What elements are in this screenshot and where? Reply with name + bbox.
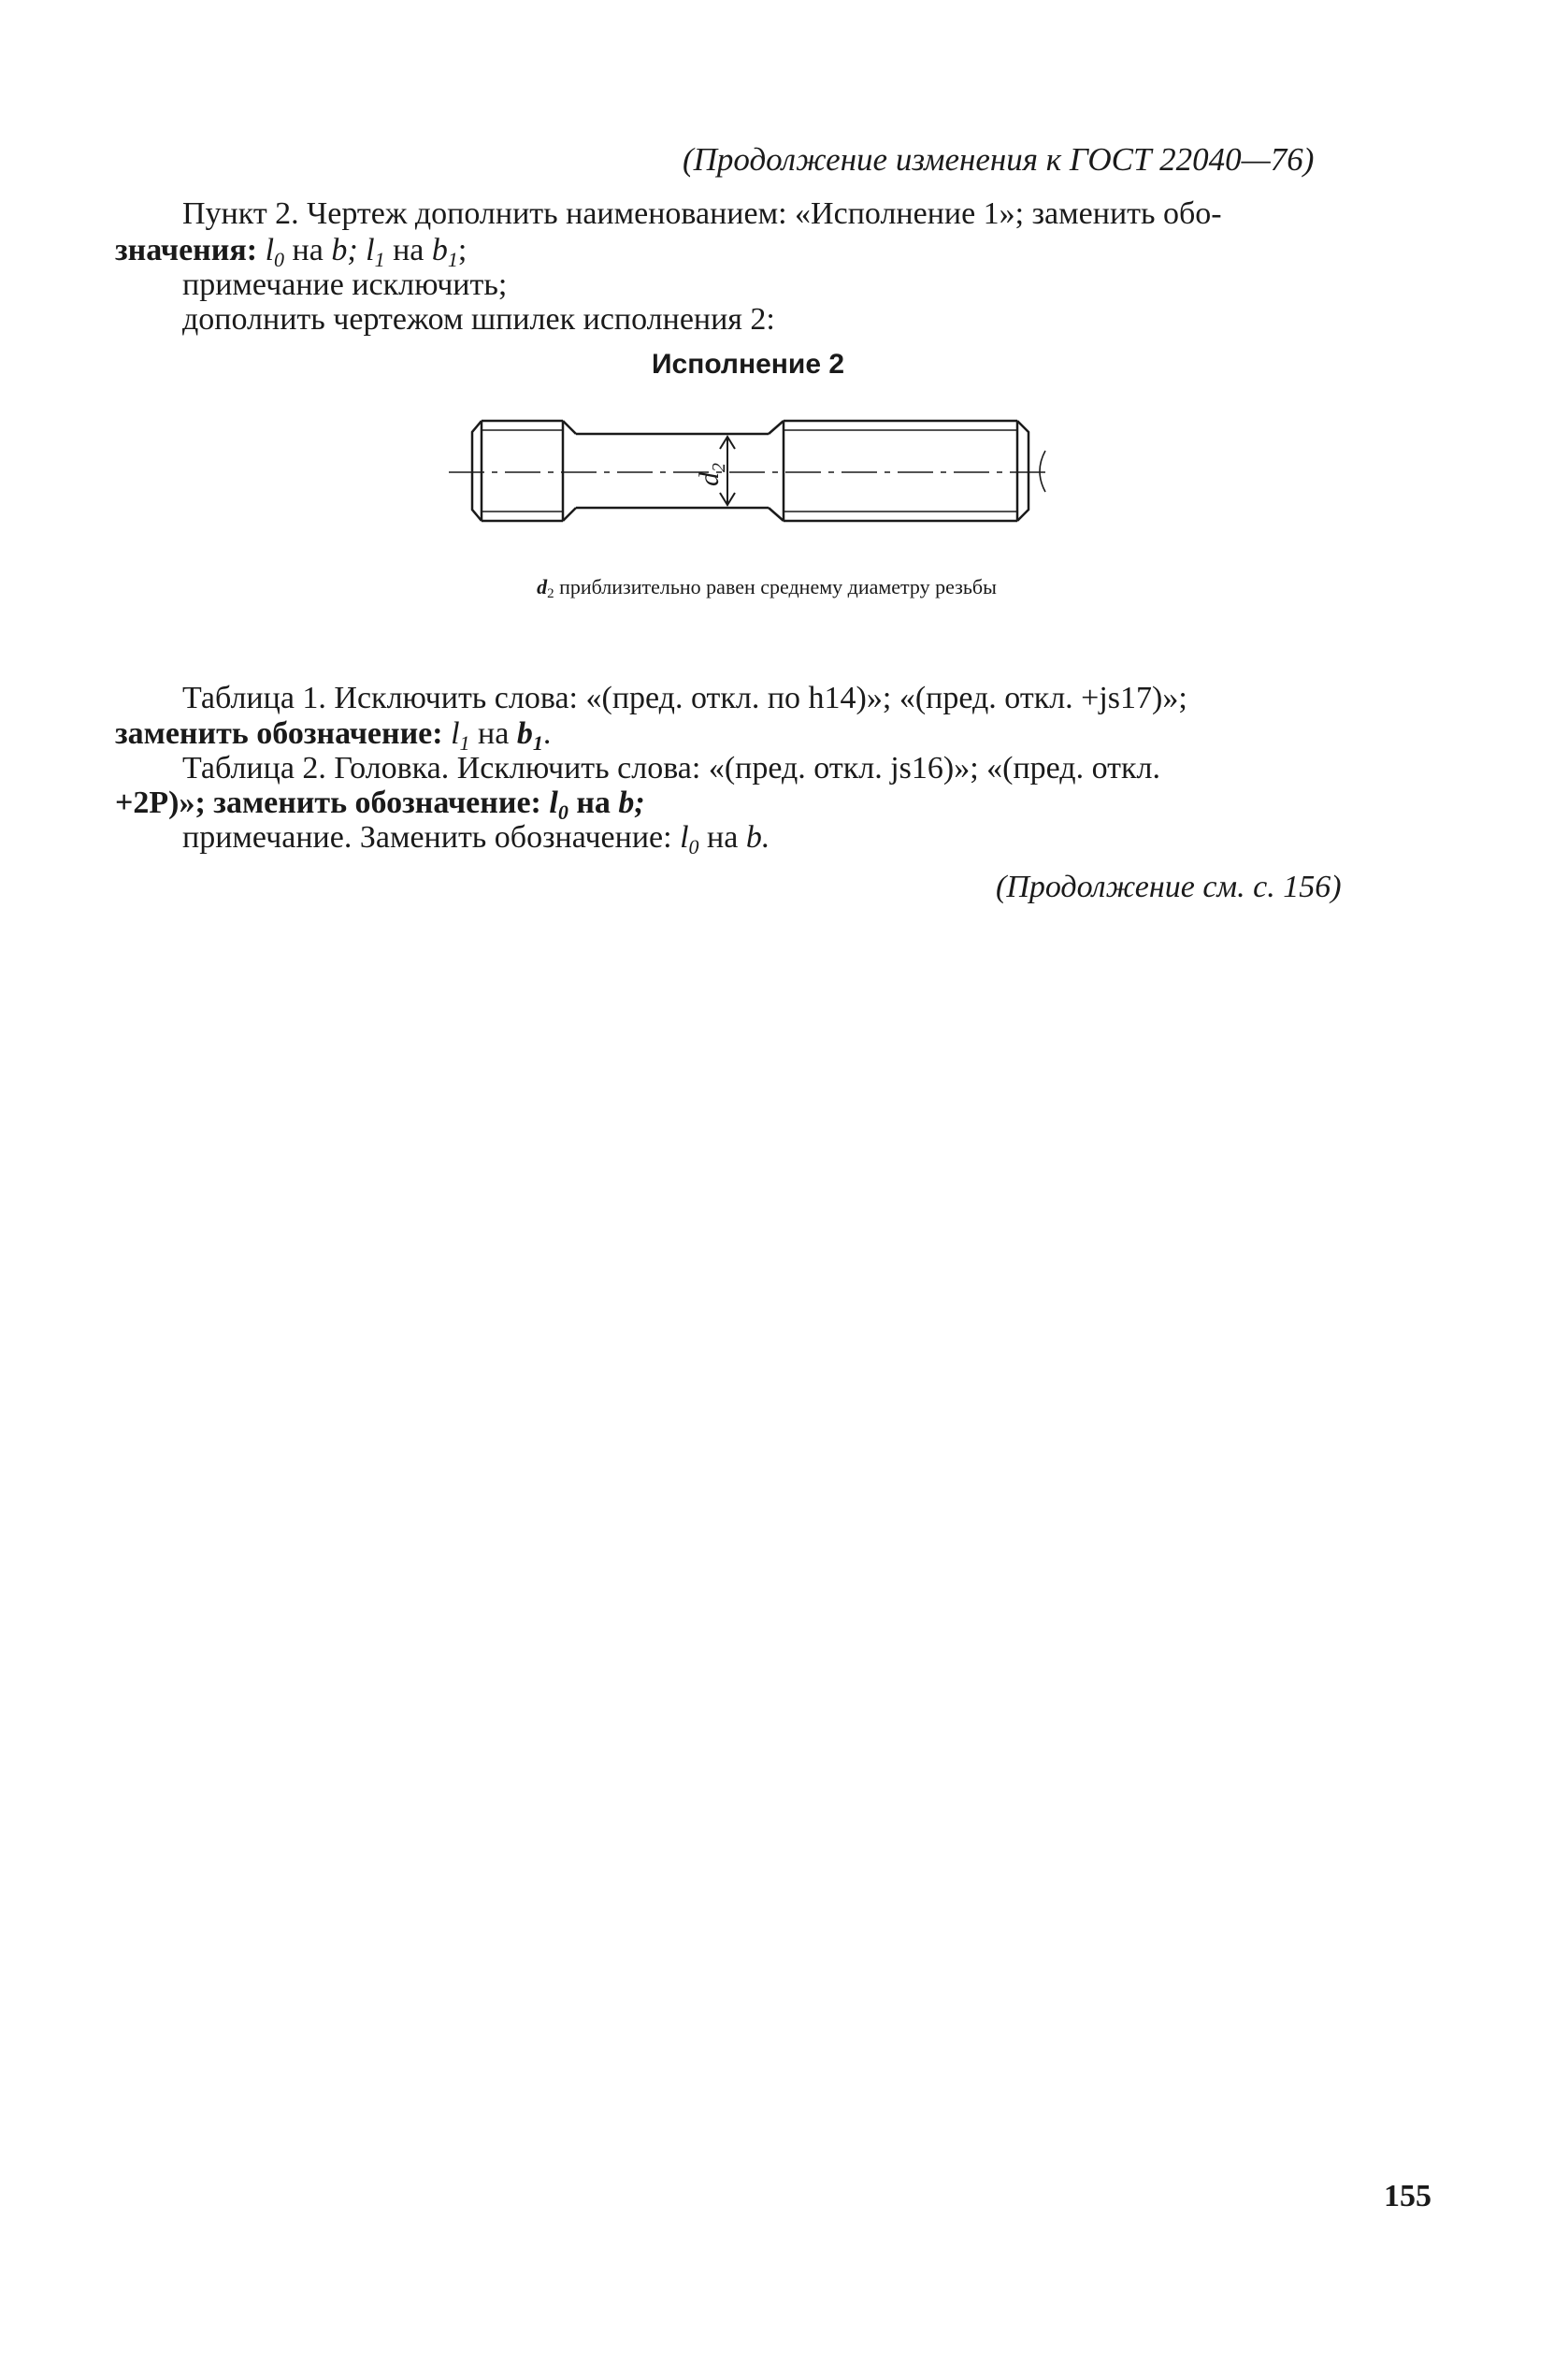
symbol-l0: $l_0$ — [680, 820, 699, 858]
para1-line1: Пункт 2. Чертеж дополнить наименованием: «Исполнение 1»; заменить обо- — [182, 196, 1222, 231]
word-na: на — [393, 233, 424, 267]
symbol-b: b; — [331, 233, 358, 267]
continuation-header: (Продолжение изменения к ГОСТ 22040—76) — [683, 141, 1315, 178]
symbol-l1: $l_1$ — [366, 233, 385, 271]
figure-title: Исполнение 2 — [651, 349, 845, 380]
para2-line2: заменить обозначение: $l_1$ на $b_1$. — [115, 716, 552, 755]
para2-line4: +2P)»; заменить обозначение: $l_0$ на b; — [115, 786, 645, 824]
right-chamfer — [1017, 421, 1029, 521]
dimension-label-d2 — [694, 463, 729, 486]
break-mark — [1040, 451, 1045, 492]
para2-line1: Таблица 1. Исключить слова: «(пред. откл. по h14)»; «(пред. откл. +js17)»; — [182, 681, 1187, 715]
para2-line5: примечание. Заменить обозначение: $l_0$ на b. — [182, 820, 770, 858]
symbol-b: b. — [745, 820, 770, 855]
page-number: 155 — [1384, 2179, 1431, 2213]
para1-line3: примечание исключить; — [182, 267, 508, 302]
symbol-l0: $l_0$ — [549, 786, 568, 824]
left-shoulder-bottom — [563, 508, 576, 521]
left-shoulder-top — [563, 421, 576, 434]
symbol-l1: $l_1$ — [451, 716, 470, 755]
figure-caption: $d_2$ приблизительно равен среднему диаметру резьбы — [537, 575, 997, 601]
symbol-b1: $b_1$ — [431, 233, 458, 271]
continuation-footer: (Продолжение см. с. 156) — [996, 870, 1342, 904]
left-chamfer — [472, 421, 482, 521]
para1-line4: дополнить чертежом шпилек исполнения 2: — [182, 302, 775, 337]
symbol-l0: $l_0$ — [265, 233, 285, 271]
right-shoulder-bottom — [769, 508, 784, 521]
para2-line3: Таблица 2. Головка. Исключить слова: «(пред. откл. js16)»; «(пред. откл. — [182, 751, 1160, 786]
stud-drawing — [0, 402, 1568, 570]
right-shoulder-top — [769, 421, 784, 434]
para1-line2: значения: $l_0$ на b; $l_1$ на $b_1$; — [115, 233, 468, 271]
word-na: на — [292, 233, 324, 267]
para1-line2-prefix: значения: — [115, 233, 258, 267]
symbol-b1: $b_1$ — [516, 716, 543, 755]
symbol-b: b; — [618, 786, 645, 820]
svg-text:d2: $d_2$ — [694, 463, 729, 486]
